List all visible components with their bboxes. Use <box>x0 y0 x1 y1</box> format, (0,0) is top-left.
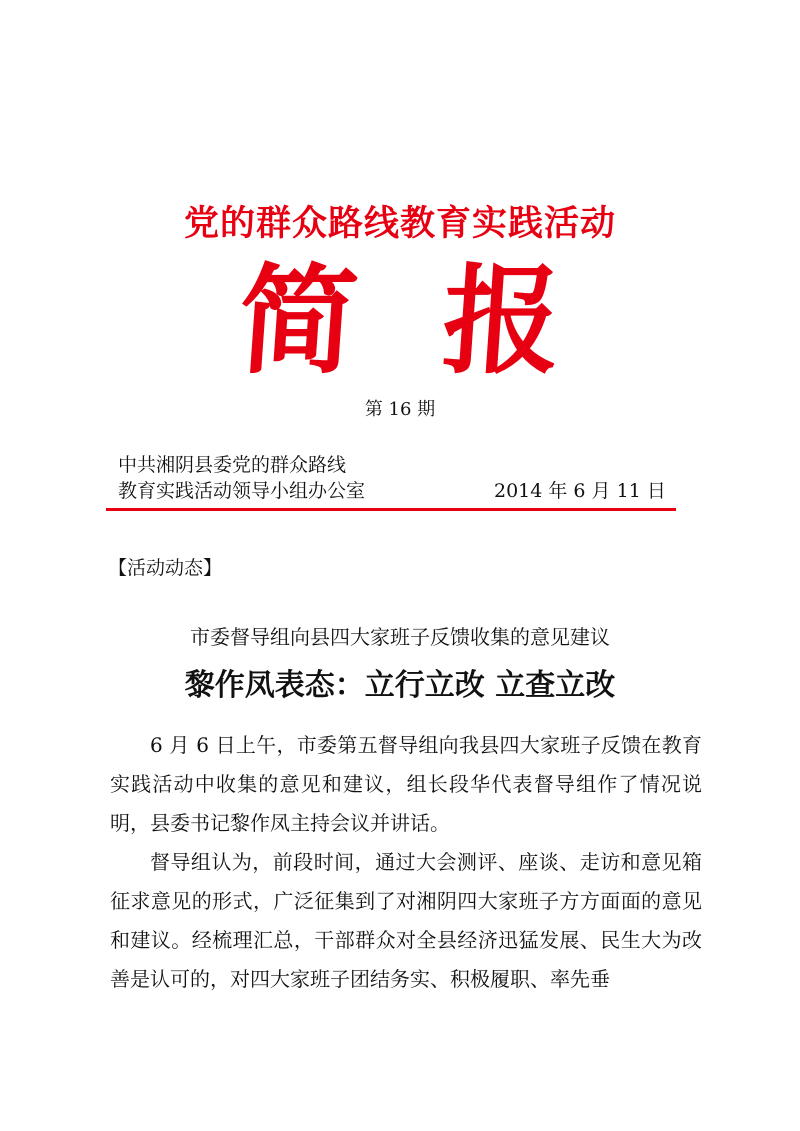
paragraph-2: 督导组认为，前段时间，通过大会测评、座谈、走访和意见箱征求意见的形式，广泛征集到了对湘阴四大家班子方方面面的意见和建议。经梳理汇总，干部群众对全县经济迅猛发展、民生大为改善是认可的，对四大家班子团结务实、积极履职、率先垂 <box>110 850 702 991</box>
masthead <box>0 251 800 390</box>
article-headline: 黎作凤表态：立行立改 立查立改 <box>184 668 616 703</box>
org-line-2: 教育实践活动领导小组办公室 <box>118 480 366 502</box>
article-subtitle: 市委督导组向县四大家班子反馈收集的意见建议 <box>190 625 610 649</box>
header-divider <box>106 508 676 511</box>
series-title: 党的群众路线教育实践活动 <box>183 203 616 244</box>
issue-date: 2014 年 6 月 11 日 <box>494 480 666 502</box>
masthead-char-jian: 简 <box>234 251 362 390</box>
section-tag: 【活动动态】 <box>108 557 223 579</box>
masthead-char-bao: 报 <box>438 251 566 390</box>
org-line-1: 中共湘阴县委党的群众路线 <box>118 454 347 476</box>
issue-number: 第 16 期 <box>364 399 436 420</box>
paragraph-1: 6 月 6 日上午，市委第五督导组向我县四大家班子反馈在教育实践活动中收集的意见和建议，组长段华代表督导组作了情况说明，县委书记黎作凤主持会议并讲话。 <box>110 733 702 835</box>
article-body <box>110 726 702 999</box>
issuing-organization <box>118 452 365 504</box>
